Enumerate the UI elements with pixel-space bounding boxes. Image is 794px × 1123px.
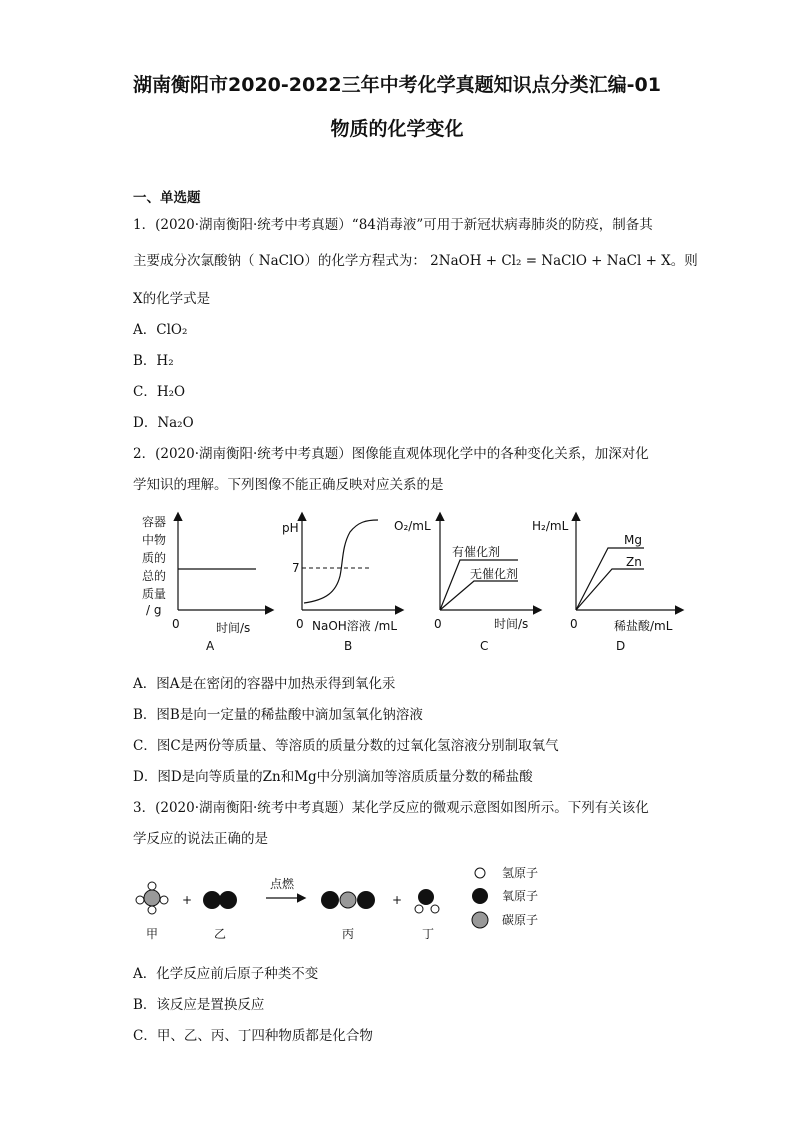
graph-a-ylabel-5: 质量 [142,587,167,601]
graph-b-xlabel: NaOH溶液 /mL [312,619,398,633]
q1-option-c: C．H₂O [133,384,186,400]
q2-stem-line1: 2．(2020·湖南衡阳·统考中考真题）图像能直观体现化学中的各种变化关系，加深对化 [133,446,649,462]
q2-option-c: C．图C是两份等质量、等溶质的质量分数的过氧化氢溶液分别制取氧气 [133,738,559,754]
atom-legend [472,866,538,928]
graph-d-ylabel: H₂/mL [532,519,569,533]
q3-option-c: C．甲、乙、丙、丁四种物质都是化合物 [133,1028,373,1044]
graph-c-no-catalyst-line [440,581,518,610]
q2-option-a: A．图A是在密闭的容器中加热汞得到氧化汞 [133,676,396,692]
q1-option-a: A．ClO₂ [133,322,188,338]
graph-a-caption: A [206,639,215,653]
molecule-ding [415,889,439,913]
q1-stem-text: 主要成分次氯酸钠（ NaClO）的化学方程式为： [133,253,426,269]
q1-stem-line1: 1．(2020·湖南衡阳·统考中考真题）“84消毒液”可用于新冠状病毒肺炎的防疫，制备其 [133,217,653,233]
molecule-yi [203,891,237,909]
graph-d-origin: 0 [570,617,578,631]
q2-option-d: D．图D是向等质量的Zn和Mg中分别滴加等溶质质量分数的稀盐酸 [133,769,533,785]
graph-a-ylabel-6: / g [146,603,162,617]
name-jia: 甲 [146,927,159,941]
graph-b-tick: 7 [292,561,300,575]
graph-c-caption: C [480,639,489,653]
legend-oxygen: 氧原子 [502,889,539,903]
graph-d-xlabel: 稀盐酸/mL [614,619,673,633]
graph-b-caption: B [344,639,353,653]
legend-carbon: 碳原子 [502,913,539,927]
plus-2: + [392,893,403,907]
graph-a-ylabel-2: 中物 [142,533,167,547]
graph-c-label-no-catalyst: 无催化剂 [470,567,519,581]
q3-option-a: A．化学反应前后原子种类不变 [133,966,319,982]
graph-c-origin: 0 [434,617,442,631]
reaction-condition: 点燃 [270,877,295,891]
graph-c [394,514,540,653]
graph-a-ylabel-3: 质的 [142,551,167,565]
section-heading: 一、单选题 [133,190,201,206]
graph-b-ylabel: pH [282,521,299,535]
graph-a-xlabel: 时间/s [216,621,251,635]
graph-d [532,514,682,653]
q2-option-b: B．图B是向一定量的稀盐酸中滴加氢氧化钠溶液 [133,707,423,723]
name-ding: 丁 [422,927,435,941]
graph-a [142,514,272,653]
q3-option-b: B．该反应是置换反应 [133,997,265,1013]
q2-stem-line2: 学知识的理解。下列图像不能正确反映对应关系的是 [133,477,444,493]
q1-option-b: B．H₂ [133,353,174,369]
page-subtitle: 物质的化学变化 [330,118,464,140]
graph-c-label-catalyst: 有催化剂 [452,545,501,559]
q2-graphs [130,506,690,656]
molecule-bing [321,891,375,909]
graph-b-origin: 0 [296,617,304,631]
page-title: 湖南衡阳市2020-2022三年中考化学真题知识点分类汇编-01 [133,74,661,96]
graph-d-label-zn: Zn [626,555,642,569]
q3-reaction-diagram [130,860,590,950]
q1-option-d: D．Na₂O [133,415,194,431]
graph-c-xlabel: 时间/s [494,617,529,631]
graph-a-ylabel-4: 总的 [142,569,167,583]
graph-d-caption: D [616,639,626,653]
q3-stem-line1: 3．(2020·湖南衡阳·统考中考真题）某化学反应的微观示意图如图所示。下列有关该化 [133,800,649,816]
legend-hydrogen: 氢原子 [502,866,539,880]
graph-d-label-mg: Mg [624,533,642,547]
molecule-jia [136,882,168,914]
q1-stem-line2 [133,249,698,269]
name-bing: 丙 [342,927,355,941]
plus-1: + [182,893,193,907]
graph-a-origin: 0 [172,617,180,631]
graph-a-ylabel-1: 容器 [142,515,167,529]
q3-stem-line2: 学反应的说法正确的是 [133,831,268,847]
graph-c-ylabel: O₂/mL [394,519,431,533]
graph-b-curve [304,520,378,603]
name-yi: 乙 [214,927,227,941]
q1-stem-line3: X的化学式是 [133,291,211,307]
q1-equation: 2NaOH + Cl₂ = NaClO + NaCl + X。则 [430,253,698,269]
graph-b [282,514,402,653]
